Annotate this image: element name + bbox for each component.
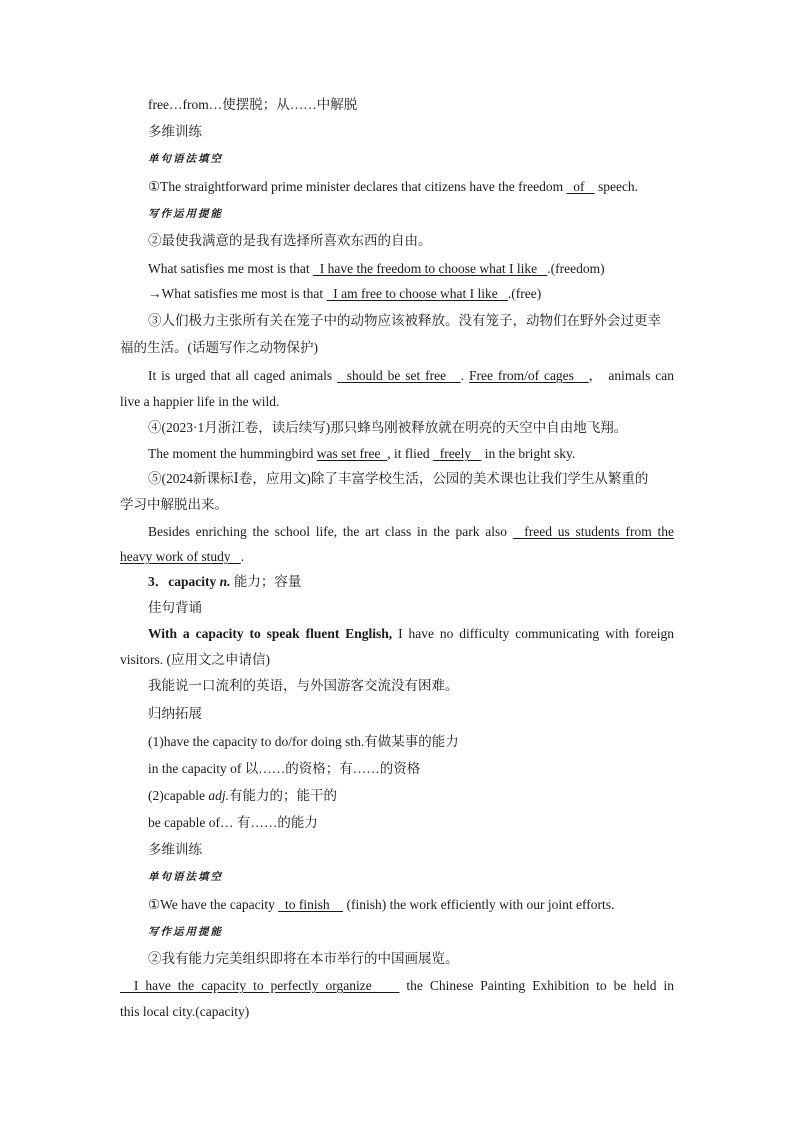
- section-heading-practice-2: 多维训练: [148, 842, 202, 857]
- answer-blank: I am free to choose what I like: [326, 286, 508, 301]
- exercise-prompt-3-line2: 福的生活。(话题写作之动物保护): [120, 340, 318, 355]
- answer-blank: to finish: [278, 897, 344, 912]
- answer-blank: of: [566, 179, 595, 194]
- exercise-prompt-2: ②最使我满意的是我有选择所喜欢东西的自由。: [148, 233, 432, 248]
- answer-blank: freed us students from the: [512, 524, 674, 539]
- usage-item-1: (1)have the capacity to do/for doing sth.有做某事的能力: [148, 734, 459, 749]
- answer-blank: should be set free: [337, 368, 461, 383]
- answer-blank: freely: [432, 446, 482, 461]
- exercise-tag-grammar-fill: 单句语法填空: [148, 153, 223, 165]
- exercise-prompt-4: ④(2023·1月浙江卷，读后续写)那只蜂鸟刚被释放就在明亮的天空中自由地飞翔。: [148, 420, 628, 435]
- vocab-heading-capacity: 3．capacity n. 能力；容量: [148, 574, 302, 589]
- exercise-tag-grammar-fill-2: 单句语法填空: [148, 871, 223, 883]
- exercise-capacity-prompt-2: ②我有能力完美组织即将在本市举行的中国画展览。: [148, 951, 459, 966]
- example-translation: 我能说一口流利的英语，与外国游客交流没有困难。: [148, 678, 459, 693]
- exercise-tag-writing-2: 写作运用提能: [148, 926, 223, 938]
- exercise-sentence-3-line2: live a happier life in the wild.: [120, 394, 280, 409]
- usage-item-1b: in the capacity of 以……的资格；有……的资格: [148, 761, 421, 776]
- answer-blank: heavy work of study: [120, 549, 241, 564]
- exercise-prompt-5-line1: ⑤(2024新课标Ⅰ卷，应用文)除了丰富学校生活，公园的美术课也让我们学生从繁重的: [148, 471, 649, 486]
- exercise-sentence-2a: What satisfies me most is that I have the freedom to choose what I like .(freedom): [148, 261, 605, 276]
- exercise-sentence-1: ①The straightforward prime minister declares that citizens have the freedom of speech.: [148, 179, 639, 194]
- exercise-capacity-1: ①We have the capacity to finish (finish) the work efficiently with our joint efforts.: [148, 897, 615, 912]
- example-sentence-line2: visitors. (应用文之申请信): [120, 652, 270, 667]
- answer-blank: I have the capacity to perfectly organize: [120, 978, 400, 993]
- exercise-sentence-4: The moment the hummingbird was set free , it flied freely in the bright sky.: [148, 446, 576, 461]
- exercise-sentence-5-line1: Besides enriching the school life, the art class in the park also freed us students from the: [148, 524, 674, 539]
- usage-item-2b: be capable of… 有……的能力: [148, 815, 318, 830]
- exercise-capacity-2-line2: this local city.(capacity): [120, 1004, 250, 1019]
- section-heading-summary: 归纳拓展: [148, 706, 202, 721]
- exercise-tag-writing: 写作运用提能: [148, 208, 223, 220]
- answer-blank: I have the freedom to choose what I like: [312, 261, 548, 276]
- section-heading-sentence-recitation: 佳句背诵: [148, 600, 202, 615]
- exercise-prompt-5-line2: 学习中解脱出来。: [120, 497, 228, 512]
- section-heading-practice: 多维训练: [148, 124, 202, 139]
- exercise-sentence-3-line1: It is urged that all caged animals should be set free . Free from/of cages ， animals can: [148, 368, 675, 383]
- exercise-capacity-2-line1: I have the capacity to perfectly organize the Chinese Painting Exhibition to be held in: [120, 978, 674, 993]
- exercise-sentence-5-line2: heavy work of study .: [120, 549, 245, 564]
- exercise-sentence-2b: →What satisfies me most is that I am free to choose what I like .(free): [148, 286, 542, 301]
- answer-blank: was set free: [316, 446, 388, 461]
- example-sentence-line1: With a capacity to speak fluent English, I have no difficulty communicating with foreign: [148, 626, 674, 641]
- answer-blank: Free from/of cages: [468, 368, 589, 383]
- exercise-prompt-3-line1: ③人们极力主张所有关在笼子中的动物应该被释放。没有笼子，动物们在野外会过更幸: [148, 313, 661, 328]
- usage-item-2: (2)capable adj.有能力的；能干的: [148, 788, 337, 803]
- phrase-free-from: free…from…使摆脱；从……中解脱: [148, 97, 358, 112]
